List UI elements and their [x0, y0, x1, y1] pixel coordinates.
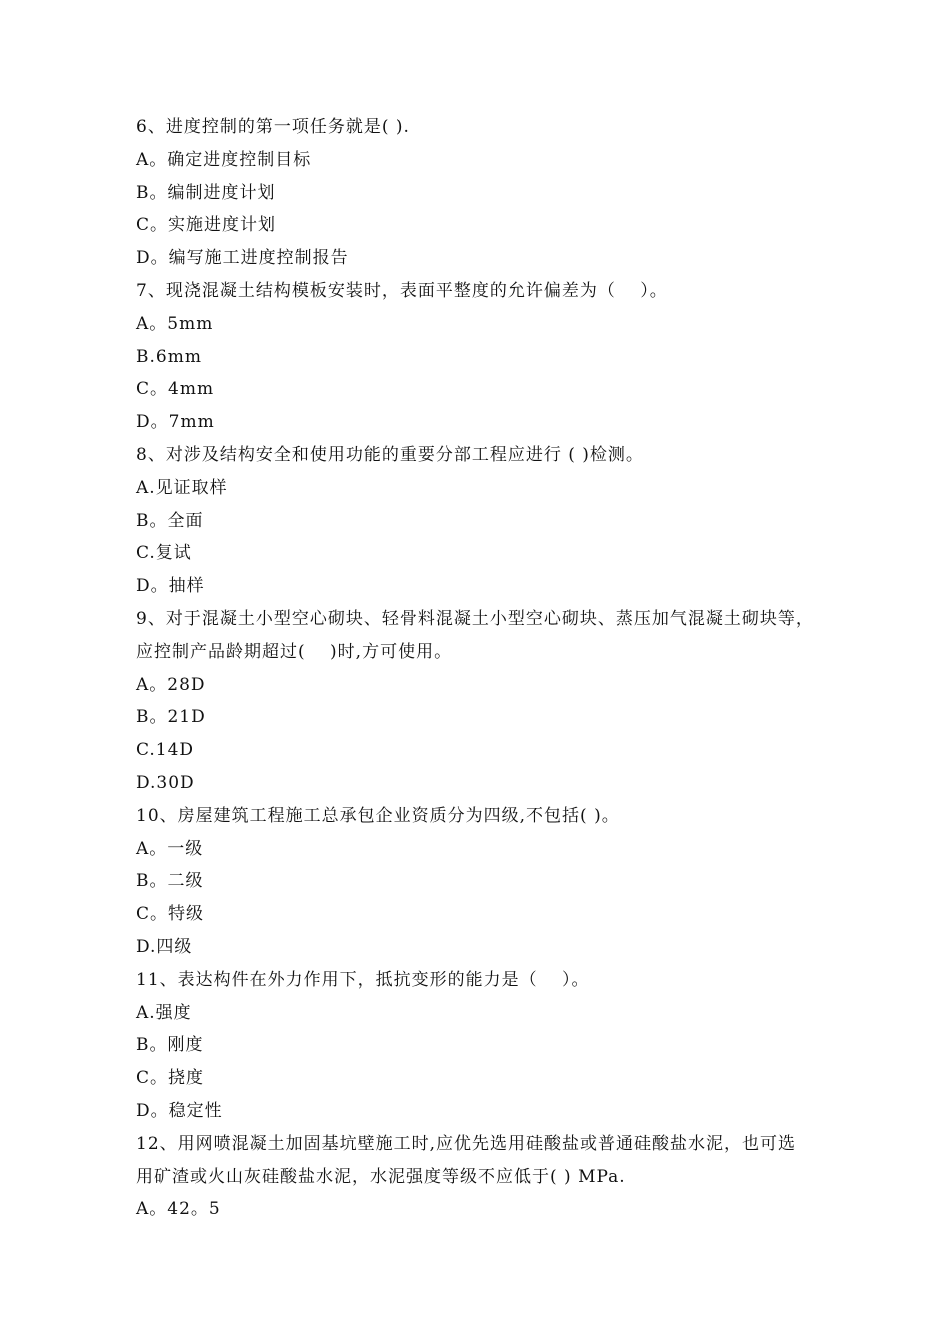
question-9-stem-line-1: 9、对于混凝土小型空心砌块、轻骨料混凝土小型空心砌块、蒸压加气混凝土砌块等， — [136, 608, 814, 629]
question-8-option-a: A.见证取样 — [136, 477, 228, 498]
question-9-stem-line-2: 应控制产品龄期超过( )时,方可使用。 — [136, 641, 453, 662]
question-6-option-a: A。确定进度控制目标 — [136, 149, 312, 170]
question-11-option-c: C。挠度 — [136, 1068, 205, 1089]
question-7-option-c: C。4mm — [136, 379, 215, 400]
question-11-option-b: B。刚度 — [136, 1035, 204, 1056]
question-7-option-b: B.6mm — [136, 346, 202, 367]
question-10-option-b: B。二级 — [136, 871, 204, 892]
question-12-option-a: A。42。5 — [136, 1199, 221, 1220]
question-7-stem: 7、现浇混凝土结构模板安装时，表面平整度的允许偏差为（ ）。 — [136, 280, 668, 301]
question-6-option-b: B。编制进度计划 — [136, 182, 276, 203]
question-9-option-c: C.14D — [136, 740, 195, 761]
question-10-option-a: A。一级 — [136, 838, 204, 859]
question-6-stem: 6、进度控制的第一项任务就是( ). — [136, 117, 410, 137]
question-12-stem-line-1: 12、用网喷混凝土加固基坑壁施工时,应优先选用硅酸盐或普通硅酸盐水泥，也可选 — [136, 1133, 797, 1154]
question-8-option-b: B。全面 — [136, 510, 204, 531]
question-11-option-d: D。稳定性 — [136, 1100, 223, 1121]
question-10-stem: 10、房屋建筑工程施工总承包企业资质分为四级,不包括( )。 — [136, 805, 620, 826]
question-10-option-c: C。特级 — [136, 904, 205, 925]
question-8-option-c: C.复试 — [136, 543, 192, 564]
question-7-option-d: D。7mm — [136, 412, 215, 433]
question-6-option-c: C。实施进度计划 — [136, 215, 277, 236]
question-10-option-d: D.四级 — [136, 936, 193, 957]
question-9-option-a: A。28D — [136, 674, 206, 695]
question-9-option-d: D.30D — [136, 772, 195, 793]
question-12-stem-line-2: 用矿渣或火山灰硅酸盐水泥，水泥强度等级不应低于( ) MPa. — [136, 1166, 626, 1187]
question-11-option-a: A.强度 — [136, 1002, 192, 1023]
question-11-stem: 11、表达构件在外力作用下，抵抗变形的能力是（ ）。 — [136, 969, 590, 990]
question-8-stem: 8、对涉及结构安全和使用功能的重要分部工程应进行 ( )检测。 — [136, 444, 644, 465]
question-7-option-a: A。5mm — [136, 313, 214, 334]
question-8-option-d: D。抽样 — [136, 576, 205, 597]
question-6-option-d: D。编写施工进度控制报告 — [136, 248, 349, 269]
question-9-option-b: B。21D — [136, 707, 206, 728]
question-list — [136, 111, 856, 1226]
